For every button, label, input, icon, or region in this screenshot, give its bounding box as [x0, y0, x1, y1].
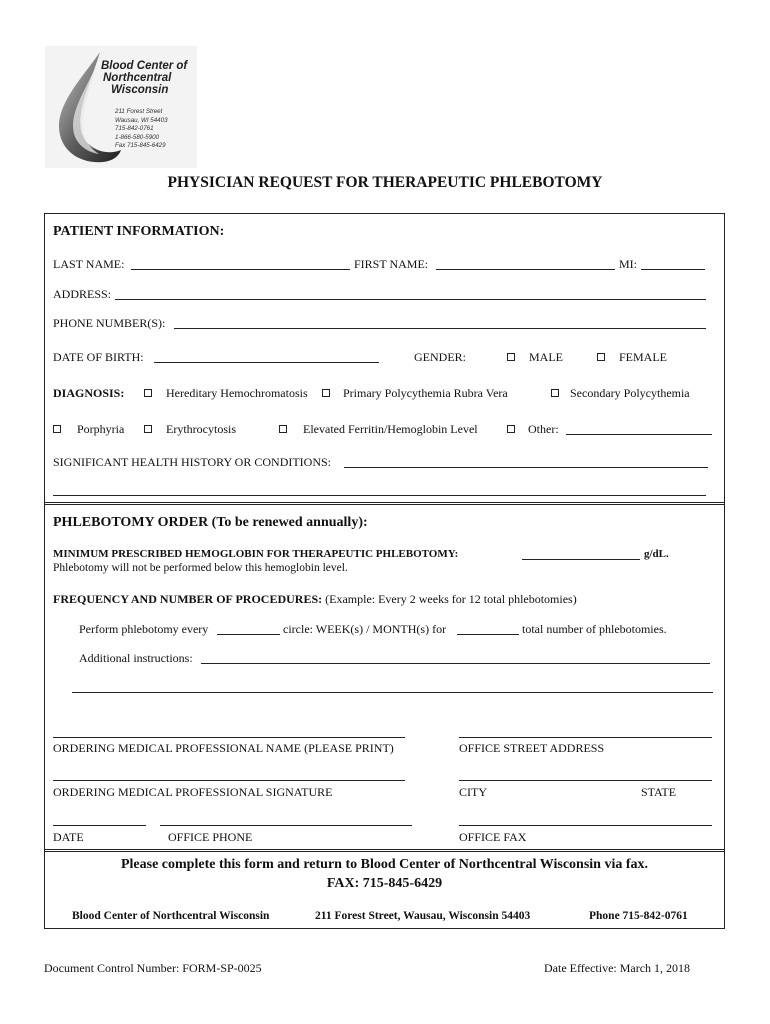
checkbox-icon[interactable] [144, 425, 152, 433]
mi-field[interactable] [641, 269, 705, 270]
state-label: STATE [641, 785, 677, 799]
phlebotomy-order-heading: PHLEBOTOMY ORDER (To be renewed annually): [53, 515, 368, 530]
return-instructions: Please complete this form and return to Blood Center of Northcentral Wisconsin via fax. [120, 857, 649, 872]
frequency-line [53, 592, 577, 607]
name-print-label: ORDERING MEDICAL PROFESSIONAL NAME (PLEASE PRINT) [53, 741, 394, 755]
dx-other-option[interactable]: Other: [507, 422, 559, 437]
signature-label: ORDERING MEDICAL PROFESSIONAL SIGNATURE [53, 785, 333, 799]
fax-number: FAX: 715-845-6429 [326, 876, 443, 891]
name-print-field[interactable] [53, 737, 405, 738]
office-fax-field[interactable] [459, 825, 712, 826]
date-effective: Date Effective: March 1, 2018 [544, 961, 691, 975]
checkbox-icon[interactable] [322, 389, 330, 397]
additional-instructions-line-2[interactable] [72, 692, 713, 693]
dx-ferritin-option[interactable]: Elevated Ferritin/Hemoglobin Level [279, 422, 478, 437]
min-hemoglobin-field[interactable] [522, 559, 640, 560]
page-title: PHYSICIAN REQUEST FOR THERAPEUTIC PHLEBOTOMY [167, 174, 603, 191]
first-name-field[interactable] [436, 269, 615, 270]
total-phlebotomies-label: total number of phlebotomies. [522, 622, 667, 636]
hemoglobin-unit: g/dL. [644, 548, 669, 560]
frequency-label: FREQUENCY AND NUMBER OF PROCEDURES: [53, 592, 323, 606]
footer-address: 211 Forest Street, Wausau, Wisconsin 54403 [315, 910, 531, 922]
dx-primary-option[interactable]: Primary Polycythemia Rubra Vera [322, 386, 508, 401]
logo-org-name: Blood Center of Northcentral Wisconsin [101, 60, 188, 96]
office-street-label: OFFICE STREET ADDRESS [459, 741, 605, 755]
circle-week-month-label: circle: WEEK(s) / MONTH(s) for [283, 622, 447, 636]
diagnosis-label: DIAGNOSIS: [53, 386, 125, 400]
checkbox-icon[interactable] [279, 425, 287, 433]
male-label: MALE [529, 350, 563, 364]
dx-erythrocytosis-option[interactable]: Erythrocytosis [144, 422, 236, 437]
date-label: DATE [53, 830, 84, 844]
last-name-label: LAST NAME: [53, 257, 125, 271]
dx-hereditary-option[interactable]: Hereditary Hemochromatosis [144, 386, 308, 401]
office-phone-label: OFFICE PHONE [168, 830, 253, 844]
checkbox-icon[interactable] [53, 425, 61, 433]
first-name-label: FIRST NAME: [354, 257, 429, 271]
logo-address: 211 Forest Street Wausau, WI 54403 715-842-0761 1-866-580-5900 Fax 715-845-6429 [115, 108, 168, 150]
address-field[interactable] [115, 299, 706, 300]
dx-secondary-option[interactable]: Secondary Polycythemia [551, 386, 690, 401]
hemoglobin-note: Phlebotomy will not be performed below this hemoglobin level. [53, 562, 348, 574]
section-divider [44, 849, 725, 852]
female-label: FEMALE [619, 350, 667, 364]
dob-label: DATE OF BIRTH: [53, 350, 144, 364]
city-label: CITY [459, 785, 487, 799]
office-fax-label: OFFICE FAX [459, 830, 527, 844]
checkbox-icon[interactable] [507, 353, 515, 361]
office-street-field[interactable] [459, 737, 712, 738]
total-phlebotomies-field[interactable] [457, 634, 519, 635]
gender-male-option[interactable] [507, 350, 563, 365]
min-hemoglobin-label: MINIMUM PRESCRIBED HEMOGLOBIN FOR THERAPEUTIC PHLEBOTOMY: [53, 548, 459, 560]
city-state-field[interactable] [459, 780, 712, 781]
phone-field[interactable] [174, 328, 706, 329]
history-label: SIGNIFICANT HEALTH HISTORY OR CONDITIONS: [53, 455, 332, 469]
footer-phone: Phone 715-842-0761 [589, 910, 688, 922]
history-field-line-2[interactable] [53, 495, 706, 496]
checkbox-icon[interactable] [551, 389, 559, 397]
section-divider [44, 502, 725, 505]
additional-instructions-label: Additional instructions: [79, 651, 193, 665]
logo [45, 46, 197, 168]
dx-porphyria-option[interactable]: Porphyria [53, 422, 124, 437]
checkbox-icon[interactable] [597, 353, 605, 361]
signature-field[interactable] [53, 780, 405, 781]
additional-instructions-field[interactable] [201, 663, 710, 664]
checkbox-icon[interactable] [507, 425, 515, 433]
dx-other-field[interactable] [566, 434, 712, 435]
perform-every-field[interactable] [217, 634, 280, 635]
document-control-number: Document Control Number: FORM-SP-0025 [44, 961, 262, 975]
last-name-field[interactable] [131, 269, 350, 270]
gender-female-option[interactable] [597, 350, 667, 365]
history-field[interactable] [344, 467, 708, 468]
address-label: ADDRESS: [53, 287, 112, 301]
date-field[interactable] [53, 825, 146, 826]
mi-label: MI: [619, 257, 637, 271]
office-phone-field[interactable] [160, 825, 412, 826]
checkbox-icon[interactable] [144, 389, 152, 397]
patient-info-heading: PATIENT INFORMATION: [53, 224, 225, 239]
dob-field[interactable] [154, 362, 379, 363]
footer-org-name: Blood Center of Northcentral Wisconsin [72, 910, 270, 922]
frequency-example: (Example: Every 2 weeks for 12 total phlebotomies) [325, 592, 577, 606]
phone-label: PHONE NUMBER(S): [53, 316, 166, 330]
perform-every-label: Perform phlebotomy every [79, 622, 209, 636]
gender-label: GENDER: [414, 350, 466, 364]
